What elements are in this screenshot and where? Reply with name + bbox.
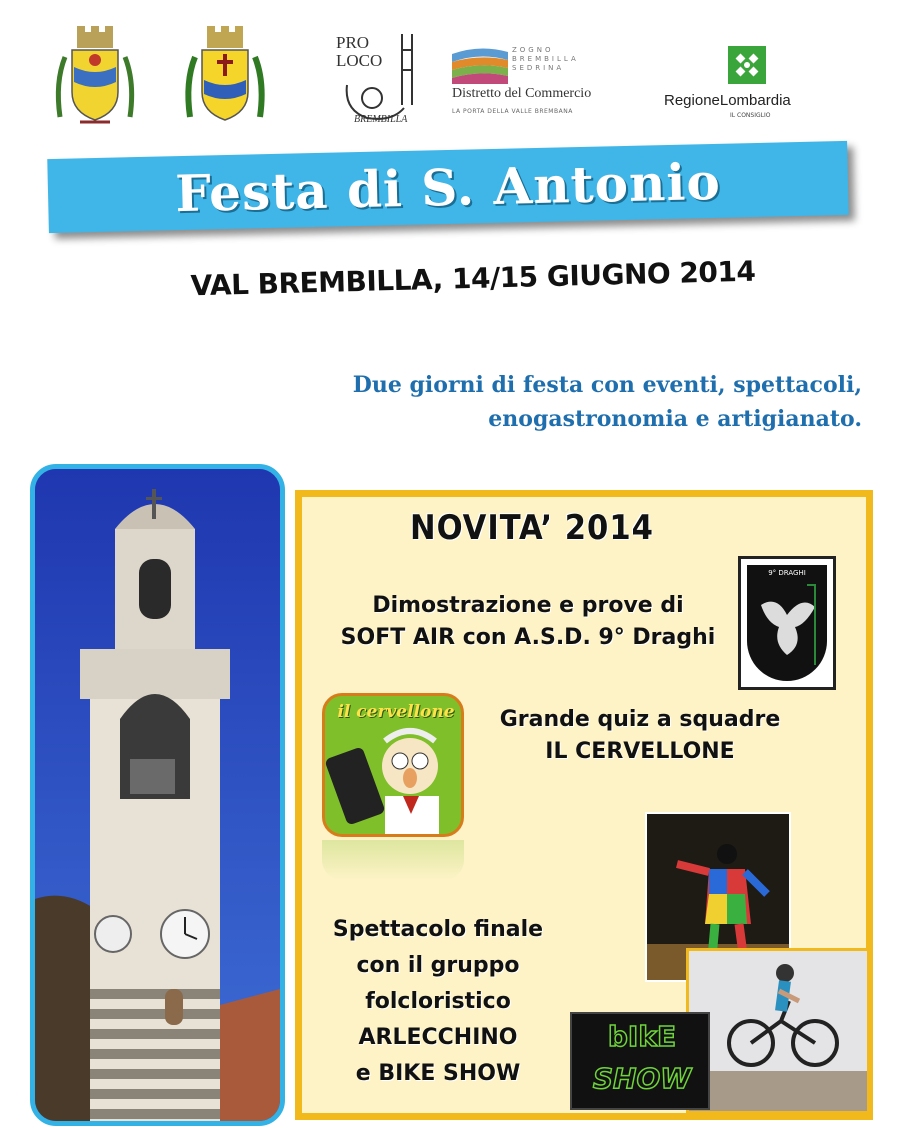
page-title: Festa di S. Antonio: [174, 151, 722, 223]
pro-loco-text-line1: PRO: [336, 33, 370, 52]
bike-rider-photo: [686, 948, 870, 1114]
bike-show-text-1: bIkE: [607, 1020, 677, 1053]
description-line-1: Due giorni di festa con eventi, spettacoli,: [352, 372, 862, 398]
quiz-line-1: Grande quiz a squadre: [499, 707, 781, 732]
pro-loco-town: BREMBILLA: [354, 114, 408, 125]
bell-tower-photo: [30, 464, 285, 1126]
draghi-badge: [738, 556, 836, 690]
regione-lombardia-logo: [664, 46, 844, 126]
softair-line-1: Dimostrazione e prove di: [372, 593, 684, 618]
distretto-commercio-logo: [452, 44, 652, 124]
finale-line-3: folcloristico: [365, 989, 511, 1014]
quiz-description: [470, 704, 810, 768]
lombardy-rose-icon: [728, 46, 766, 84]
quiz-line-2: IL CERVELLONE: [545, 739, 735, 764]
bmx-rider-icon: [689, 951, 870, 1114]
novita-heading: NOVITA’ 2014: [410, 508, 654, 548]
regione-sub: IL CONSIGLIO: [730, 112, 771, 119]
draghi-shield: [747, 565, 827, 681]
title-banner: [47, 141, 848, 233]
finale-line-4: ARLECCHINO: [358, 1025, 518, 1050]
distretto-tagline: LA PORTA DELLA VALLE BREMBANA: [452, 108, 573, 115]
cervellone-reflection: [322, 840, 464, 880]
finale-description: [300, 912, 576, 1092]
finale-line-1: Spettacolo finale: [332, 917, 544, 942]
cervellone-logo-text: il cervellone: [337, 702, 455, 722]
distretto-towns: [512, 46, 632, 73]
description-line-2: enogastronomia e artigianato.: [488, 406, 862, 432]
town-brembilla: BREMBILLA: [512, 55, 579, 63]
hills-icon: [452, 44, 508, 84]
regione-name: RegioneLombardia: [664, 92, 791, 109]
bike-show-logo: [570, 1012, 710, 1110]
town-zogno: ZOGNO: [512, 46, 554, 54]
bell-tower-illustration: [35, 469, 280, 1121]
pro-loco-text-line2: LOCO: [336, 51, 383, 70]
softair-line-2: SOFT AIR con A.S.D. 9° Draghi: [340, 625, 716, 650]
event-description: [242, 368, 862, 436]
softair-description: [318, 590, 738, 654]
dragon-icon: [747, 565, 827, 681]
brembilla-coat-of-arms-logo: [50, 22, 140, 132]
val-brembilla-coat-of-arms-logo: [180, 22, 270, 132]
cervellone-badge: [322, 693, 464, 837]
event-date-location: VAL BREMBILLA, 14/15 GIUGNO 2014: [190, 254, 756, 303]
finale-line-5: e BIKE SHOW: [355, 1061, 521, 1086]
distretto-name: Distretto del Commercio: [452, 86, 592, 101]
finale-line-2: con il gruppo: [356, 953, 520, 978]
town-sedrina: SEDRINA: [512, 64, 565, 72]
bike-show-text-2: SHOW: [592, 1062, 692, 1095]
draghi-badge-text: 9° DRAGHI: [768, 569, 806, 577]
pro-loco-logo: [332, 30, 430, 130]
